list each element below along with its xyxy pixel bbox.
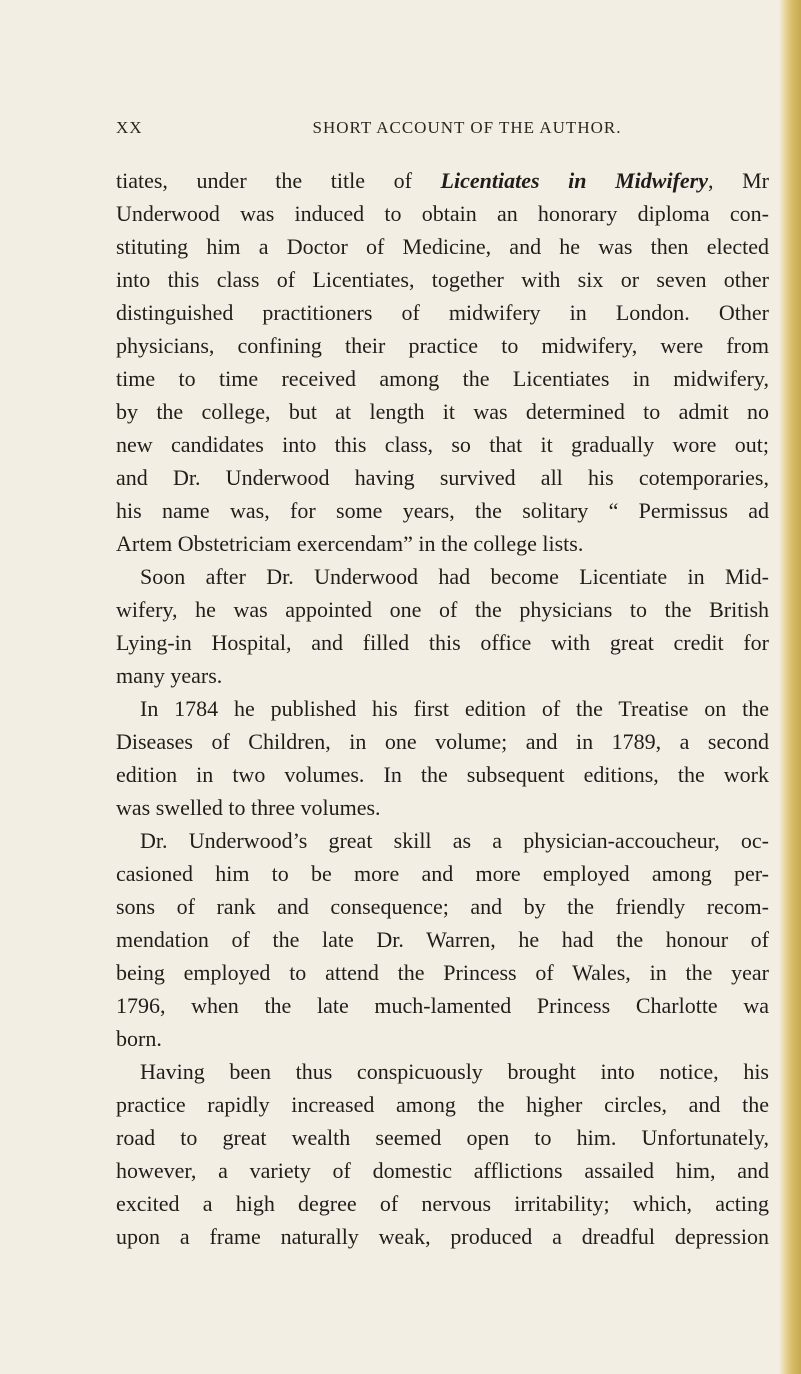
text-line: born. <box>116 1026 162 1051</box>
text-line: casioned him to be more and more employed among per- <box>116 861 769 886</box>
text-line: many years. <box>116 663 223 688</box>
text-line: was swelled to three volumes. <box>116 795 381 820</box>
text-line: sons of rank and consequence; and by the friendly recom- <box>116 894 769 919</box>
text-line: 1796, when the late much-lamented Princess Charlotte wa <box>116 993 769 1018</box>
text-line: time to time received among the Licentiates in midwifery, <box>116 366 769 391</box>
text-line: stituting him a Doctor of Medicine, and he was then elected <box>116 234 769 259</box>
text-line: tiates, under the title of Licentiates in Midwifery, Mr <box>116 168 770 193</box>
text-line: distinguished practitioners of midwifery in London. Other <box>116 300 769 325</box>
text-line: edition in two volumes. In the subsequent editions, the work <box>116 762 769 787</box>
text-line: Diseases of Children, in one volume; and in 1789, a second <box>116 729 769 754</box>
body-text <box>116 164 769 1253</box>
text-line: being employed to attend the Princess of Wales, in the year <box>116 960 769 985</box>
text-line: Underwood was induced to obtain an honorary diploma con- <box>116 201 769 226</box>
text-line: Dr. Underwood’s great skill as a physician-accoucheur, oc- <box>140 828 769 853</box>
text-line: Lying-in Hospital, and filled this office with great credit for <box>116 630 769 655</box>
text-line: mendation of the late Dr. Warren, he had the honour of <box>116 927 769 952</box>
text-line: his name was, for some years, the solitary “ Permissus ad <box>116 498 769 523</box>
text-line: Having been thus conspicuously brought into notice, his <box>140 1059 769 1084</box>
text-line: road to great wealth seemed open to him. Unfortunately, <box>116 1125 769 1150</box>
page-number: XX <box>116 118 143 137</box>
text-line: In 1784 he published his first edition of the Treatise on the <box>140 696 769 721</box>
text-line: however, a variety of domestic afflictions assailed him, and <box>116 1158 769 1183</box>
running-head <box>116 118 756 138</box>
text-line: into this class of Licentiates, together with six or seven other <box>116 267 769 292</box>
text-line: practice rapidly increased among the higher circles, and the <box>116 1092 769 1117</box>
text-line: by the college, but at length it was determined to admit no <box>116 399 769 424</box>
text-line: excited a high degree of nervous irritability; which, acting <box>116 1191 769 1216</box>
italic-title: Licentiates in Midwifery <box>440 168 708 193</box>
text-line: and Dr. Underwood having survived all his cotemporaries, <box>116 465 769 490</box>
text-line: Artem Obstetriciam exercendam” in the college lists. <box>116 531 584 556</box>
text-line: upon a frame naturally weak, produced a dreadful depression <box>116 1224 769 1249</box>
text-line: physicians, confining their practice to midwifery, were from <box>116 333 769 358</box>
page-edge <box>779 0 801 1374</box>
running-title: SHORT ACCOUNT OF THE AUTHOR. <box>312 118 622 137</box>
text-line: new candidates into this class, so that it gradually wore out; <box>116 432 769 457</box>
text-line: wifery, he was appointed one of the physicians to the British <box>116 597 769 622</box>
text-line: Soon after Dr. Underwood had become Licentiate in Mid- <box>140 564 769 589</box>
